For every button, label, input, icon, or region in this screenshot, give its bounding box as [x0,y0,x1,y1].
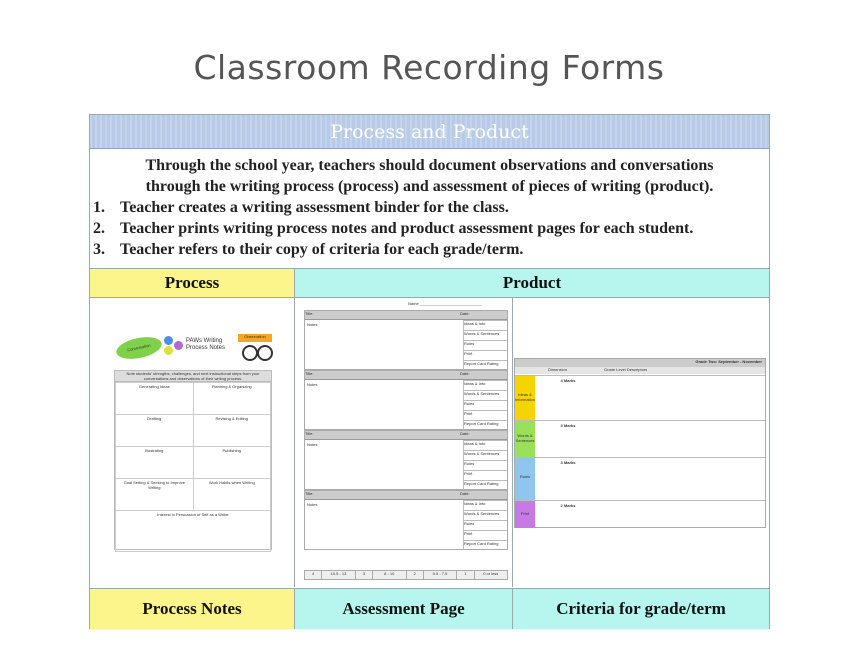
grid-cell: Planning & Organizing [193,383,271,415]
criteria-label: Words & Sentences [515,421,535,457]
process-header: Process [90,269,295,297]
page-title: Classroom Recording Forms [193,48,665,87]
step-item [90,218,769,239]
step-item [90,239,769,260]
criteria-thumbnail [514,358,766,528]
rating-scale [304,570,508,580]
intro-line-1: Through the school year, teachers should document observations and conversations [145,157,714,174]
dot-icon [174,341,183,350]
scale-cell: 10.5 - 13 [322,571,356,579]
product-header: Product [295,269,769,297]
banner-title: Process and Product [330,121,529,143]
bubble-left-label: Conversation [126,342,151,353]
side-label: Rules [463,340,507,350]
scale-cell: 1 [457,571,474,579]
criteria-marks: 3 Marks [560,460,576,465]
step-number: 3. [93,241,105,258]
grid-cell: Illustrating [116,447,194,479]
assessment-page-label: Assessment Page [295,589,513,629]
title-label: Title: [305,311,314,316]
banner [90,115,769,149]
grid-cell: Generating Ideas [116,383,194,415]
grid-cell: Work Habits when Writing [193,479,271,511]
process-notes-thumbnail [114,334,272,550]
side-label: Ideas & Info [463,320,507,330]
side-label: Print [463,530,507,540]
descriptor-header: Grade Level Descriptors [604,367,648,372]
side-label: Ideas & Info [463,440,507,450]
grid-cell: Goal Setting & Seeking to Improve Writing [116,479,194,511]
side-label: Rules [463,460,507,470]
date-label: Date: [460,431,470,436]
conversation-bubble-icon [114,333,163,362]
scale-cell: 0 or less [483,571,499,576]
step-number: 2. [93,220,105,237]
scale-cell: 4 [305,571,322,579]
dimension-header: Dimension [548,367,567,372]
step-number: 1. [93,199,105,216]
header-row [90,268,769,298]
grid-caption: Note students' strengths, challenges, and next instructional steps from your conversations and observations of their writing process. [115,371,271,382]
criteria-label: Ideas & Information [515,376,535,420]
step-text: Teacher prints writing process notes and product assessment pages for each student. [120,220,694,237]
notes-label: Notes [307,442,318,447]
assessment-page-thumbnail [298,298,508,583]
grid-cell: Revising & Editing [193,415,271,447]
criteria-row [515,420,765,457]
date-label: Date: [460,311,470,316]
side-label: Report Card Rating [463,360,507,370]
process-product-panel [89,114,770,629]
side-label: Report Card Rating [463,540,507,550]
criteria-label-footer: Criteria for grade/term [513,589,769,629]
scale-cell: 3 [356,571,373,579]
side-label: Report Card Rating [463,420,507,430]
notes-label: Notes [307,502,318,507]
dot-icon [164,346,173,355]
criteria-row [515,375,765,420]
scale-cell: 2 [407,571,424,579]
date-label: Date: [460,491,470,496]
side-label: Rules [463,520,507,530]
notes-label: Notes [307,382,318,387]
name-field: Name ____________________________ [408,301,483,306]
assessment-block [304,310,508,370]
step-text: Teacher creates a writing assessment binder for the class. [120,199,509,216]
notes-grid [114,370,272,550]
side-label: Words & Sentences [463,510,507,520]
criteria-row [515,457,765,500]
grid-cell: Publishing [193,447,271,479]
assessment-block [304,490,508,550]
intro-line-2: through the writing process (process) and assessment of pieces of writing (product). [145,178,714,195]
side-label: Print [463,410,507,420]
side-label: Print [463,350,507,360]
criteria-label: Rules [515,458,535,500]
intro-text [90,155,769,260]
criteria-marks: 4 Marks [560,378,576,383]
criteria-label: Print [515,501,535,528]
grid-cell: Interest in Persuasion of Self as a Writer [116,511,271,552]
step-text: Teacher refers to their copy of criteria for each grade/term. [120,241,524,258]
title-label: Title: [305,431,314,436]
scale-cell: 5.5 - 7.5 [424,571,458,579]
scale-cell: 8 - 10 [373,571,407,579]
observation-label: Observation [238,334,272,342]
side-label: Words & Sentences [463,450,507,460]
grade-heading: Grade Two: September - November [515,359,765,367]
title-label: Title: [305,371,314,376]
notes-label: Notes [307,322,318,327]
dot-icon [164,336,173,345]
eye-icon [242,345,258,361]
criteria-header-row [515,367,765,374]
criteria-row [515,500,765,528]
steps-list [90,197,769,260]
footer-row [90,588,769,629]
side-label: Rules [463,400,507,410]
title-label: Title: [305,491,314,496]
step-item [90,197,769,218]
assessment-block [304,370,508,430]
thumb-title: PAWs Writing Process Notes [186,338,226,351]
side-label: Report Card Rating [463,480,507,490]
criteria-marks: 2 Marks [560,503,576,508]
notes-table [115,382,271,552]
name-label: Name [408,301,419,306]
side-label: Words & Sentences [463,330,507,340]
side-label: Ideas & Info [463,380,507,390]
side-label: Print [463,470,507,480]
eye-icon [257,345,273,361]
thumb-header [114,334,272,362]
date-label: Date: [460,371,470,376]
grid-cell: Drafting [116,415,194,447]
side-label: Words & Sentences [463,390,507,400]
process-notes-label: Process Notes [90,589,295,629]
assessment-block [304,430,508,490]
side-label: Ideas & Info [463,500,507,510]
criteria-marks: 3 Marks [560,423,576,428]
